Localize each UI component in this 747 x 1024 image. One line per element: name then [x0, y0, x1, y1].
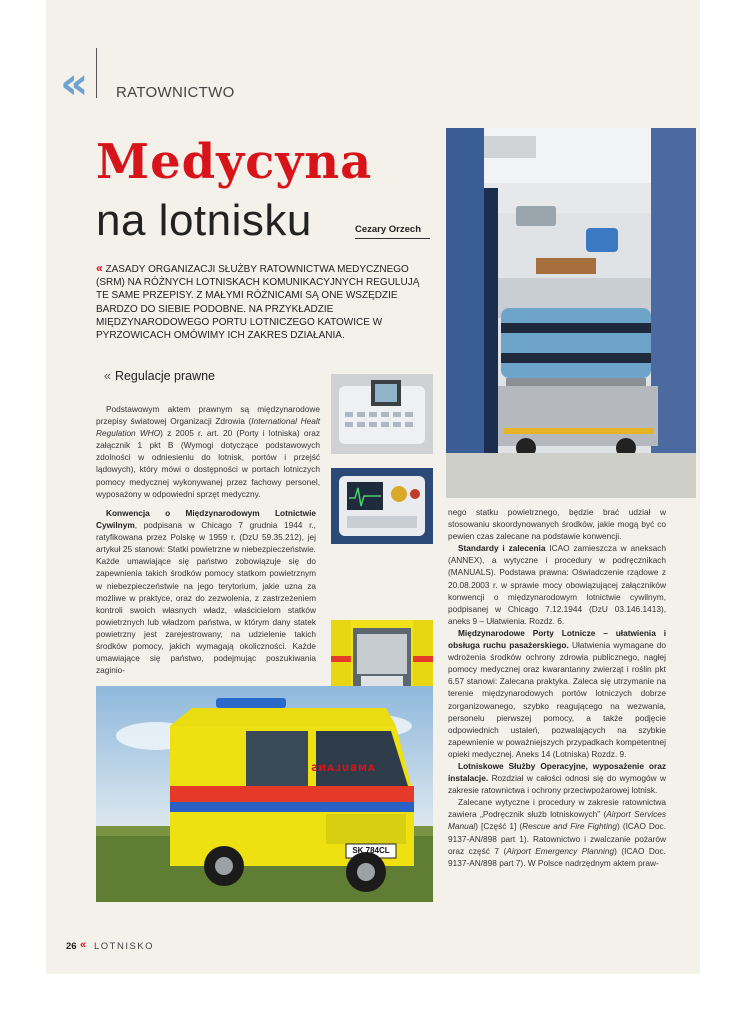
article-title: Medycyna — [96, 134, 373, 190]
page-number: 26 — [66, 941, 77, 952]
article-lead — [96, 262, 432, 342]
paragraph — [96, 403, 320, 500]
paragraph-bold: Standardy i zalecenia — [458, 543, 546, 554]
ambulance-illustration — [96, 686, 433, 902]
paragraph-text: Podstawowym aktem prawnym są międzynarodowe przepisy światowej Organizacji Zdrowia ( — [96, 404, 320, 427]
defibrillator-photo — [331, 468, 433, 544]
paragraph-text: ) (ICAO Doc. 9137-AN/898 part 7). W Polsce nadrzędnym aktem praw- — [448, 845, 666, 868]
ambulance-photo — [96, 686, 433, 902]
paragraph-text: Zalecane wytyczne i procedury w zakresie ratownictwa zawiera „Podręcznik służb lotniskowych” ( — [448, 797, 666, 820]
device-illustration — [331, 374, 433, 454]
paragraph-bold: Konwencja o Międzynarodowym Lotnictwie Cywilnym — [96, 508, 316, 531]
paragraph-text: ) (ICAO Doc. 9137-AN/898 part 1). Ratownictwo i zwalczanie pożarów oraz część 7 ( — [448, 821, 666, 856]
paragraph-text: Rozdział w całości odnosi się do wymogów w zakresie ratownictwa i ochrony przeciwpożarowej lotnisk. — [448, 773, 666, 796]
interior-illustration — [446, 128, 696, 498]
paragraph — [96, 507, 316, 676]
paragraph-emphasis: Airport Services Manual — [448, 809, 667, 832]
paragraph-bold: Międzynarodowe Porty Lotnicze – ułatwienia i obsługa ruchu pasażerskiego. — [448, 627, 666, 651]
subhead-text: Regulacje prawne — [114, 369, 216, 383]
paragraph-bold: Lotniskowe Służby Operacyjne, wyposażenie oraz instalacje. — [448, 760, 666, 784]
paragraph-emphasis: International Healt Regulation WHO — [96, 416, 320, 439]
paragraph-text: ICAO zamieszcza w aneksach (ANNEX), a wytyczne i procedury w podręcznikach (MANUALS). Podstawa prawna: Oświadczenie rządowe z 20.08.2003 r. w sprawie mocy obowiązującej załączników konwencji o międzynarodowym lotnictwie cywilnym, podpisanej w Chicago 7.12.1944 (DzU 03.146.1413), aneks 9 – Ułatwienia. Rozdz. 6. — [448, 543, 667, 626]
paragraph — [448, 627, 666, 760]
paragraph — [448, 760, 666, 796]
paragraph: nego statku powietrznego, będzie brać udział w stosowaniu skoordynowanych środków, jakie mogą być co pewien czas zalecane na podstawie konwencji. — [448, 507, 666, 542]
author-name: Cezary Orzech — [355, 224, 422, 235]
subhead-guillemet-icon: « — [104, 369, 111, 383]
medical-device-photo — [331, 374, 433, 454]
paragraph — [448, 796, 666, 869]
paragraph-text: , podpisana w Chicago 7 grudnia 1944 r., ratyfikowana przez Polskę w 1959 r. (DzU 59.35.212), jej artykuł 25 stanowi: Statki powietrzne w niebezpieczeństwie. Każde umawiające się państwo zobowiązuje się do zapewnienia takich środków pomocy statkom powietrznym w niebezpieczeństwie na jego terytorium, jakie uzna za możliwe w praktyce, oraz do zezwolenia, z zastrzeżeniem kontroli swoich własnych władz, właścicielom statków powietrznych lub władzom państwa, w którym dany statek powietrzny jest zarejestrowany, na udzielenie takich środków pomocy, jakich wymagają okoliczności. Każde umawiające się państwo, podejmując poszukiwania zaginio- — [96, 520, 316, 676]
article-subtitle: na lotnisku — [96, 196, 312, 245]
footer-guillemet-icon: « — [80, 939, 87, 951]
ambulance-interior-photo — [446, 128, 696, 498]
section-heading — [104, 369, 215, 383]
lead-text: ZASADY ORGANIZACJI SŁUŻBY RATOWNICTWA MEDYCZNEGO (SRM) NA RÓŻNYCH LOTNISKACH KOMUNIKACYJNYCH REGULUJĄ TE SAME PRZEPISY. Z MAŁYMI RÓŻNICAMI SĄ ONE WSZĘDZIE BARDZO DO SIEBIE PODOBNE. NA PRZYKŁADZIE MIĘDZYNARODOWEGO PORTU LOTNICZEGO KATOWICE W PYRZOWICACH OMÓWIMY ICH ZAKRES DZIAŁANIA. — [96, 264, 420, 342]
van-lettering: AMBULANS — [310, 764, 375, 774]
magazine-name: LOTNISKO — [94, 941, 155, 952]
defibrillator-illustration — [331, 468, 433, 544]
section-label: RATOWNICTWO — [116, 84, 235, 101]
paragraph — [448, 542, 666, 627]
left-column-bottom — [96, 507, 316, 676]
right-column — [448, 506, 666, 869]
license-plate: SK 784CL — [352, 846, 390, 855]
header-divider — [96, 48, 97, 98]
paragraph-text: Ułatwienia wymagane do wdrożenia środków ochrony zdrowia publicznego, nagłej pomocy medycznej oraz kwarantanny zwierząt i roślin pkt 6.57 stanowi: Zalecana praktyka. Zaleca się utrzymanie na terenie międzynarodowych portów lotniczych dobrze zorganizowanego, szybko reagującego na wezwania, personelu pierwszej pomocy, a także podjęcie odpowiednich ustaleń, pozwalających na szybkie zapewnienie w poważniejszych przypadkach kompetentnej opieki medycznej. Aneks 14 (Lotniska) Rozdz. 9. — [448, 640, 666, 759]
left-column-top — [96, 403, 320, 500]
paragraph-emphasis: Airport Emergency Planning — [506, 845, 615, 856]
lead-guillemet-icon: « — [96, 261, 103, 275]
paragraph-emphasis: Rescue and Fire Fighting — [522, 821, 618, 832]
paragraph-text: ) z 2005 r. art. 20 (Porty i lotniska) oraz załącznik 1 pkt B (Wymogi dotyczące podstawowych zdolności w odniesieniu do lotnisk, portów i przejść lądowych), który mówi o dostępności w portach lotniczych pomocy medycznej wykonywanej przez fachowy personel, wyposażony w odpowiedni sprzęt medyczny. — [96, 428, 320, 499]
section-guillemet-icon: « — [60, 58, 89, 109]
paragraph-text: ) [Część 1] ( — [475, 821, 523, 832]
author-rule — [355, 238, 430, 239]
